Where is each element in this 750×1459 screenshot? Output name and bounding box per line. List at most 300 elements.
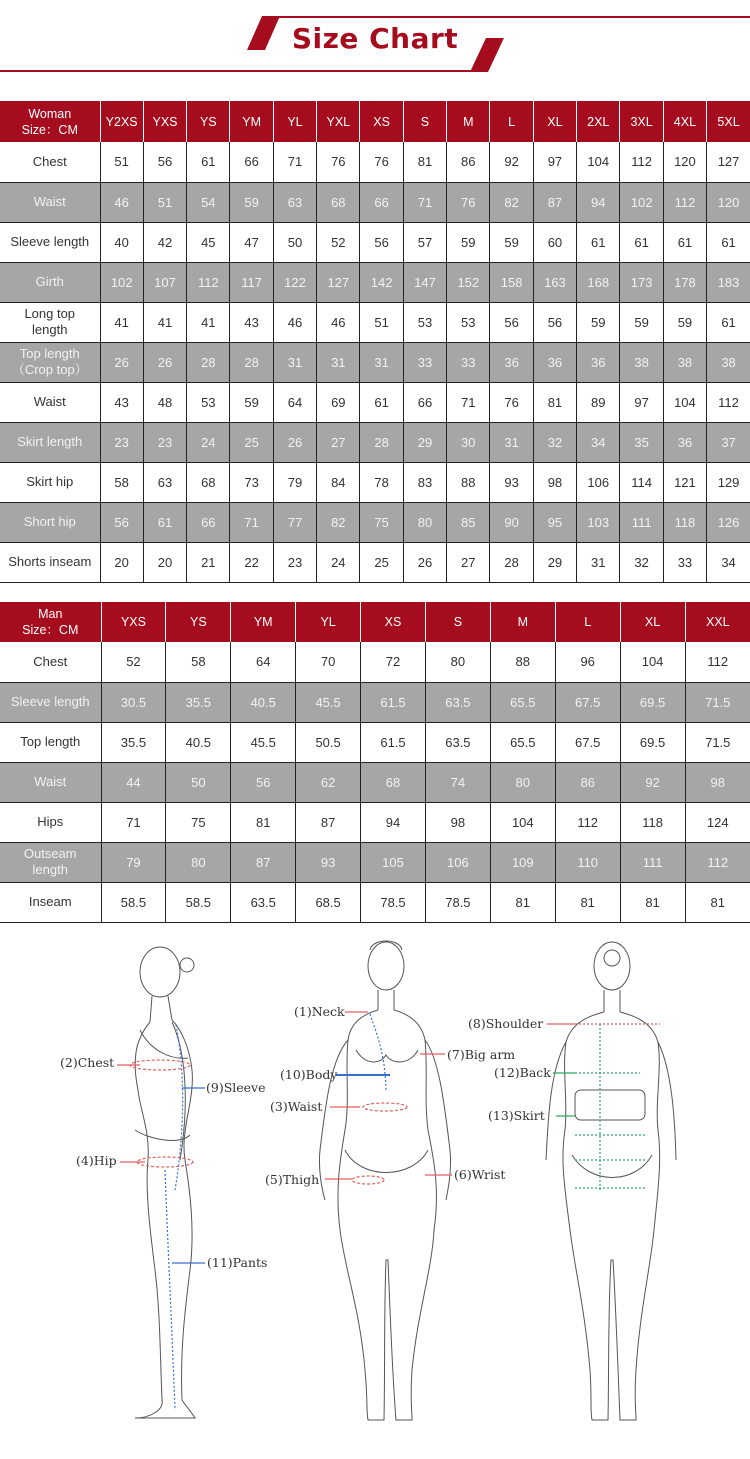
woman-table-cell: 77 [273,502,316,542]
man-table-cell: 81 [490,882,555,922]
man-row-label [0,882,101,922]
woman-row-label [0,502,100,542]
man-table-cell: 69.5 [620,722,685,762]
woman-table-cell: 22 [230,542,273,582]
man-table-cell: 40.5 [231,682,296,722]
man-table-cell: 78.5 [425,882,490,922]
woman-table-cell: 33 [403,342,446,382]
man-row-label-line1: Inseam [28,894,72,909]
man-table-cell: 112 [685,642,750,682]
woman-table-cell: 71 [230,502,273,542]
woman-table-cell: 112 [620,142,663,182]
woman-table-cell: 71 [273,142,316,182]
woman-table-cell: 94 [577,182,620,222]
woman-table-cell: 64 [273,382,316,422]
woman-table-cell: 26 [273,422,316,462]
woman-row-label-line1: Waist [33,194,66,209]
man-table-row [0,682,750,722]
woman-table-cell: 102 [100,262,143,302]
woman-table-cell: 95 [533,502,576,542]
woman-table-cell: 20 [100,542,143,582]
man-table-cell: 61.5 [361,722,426,762]
woman-table-cell: 93 [490,462,533,502]
woman-table-cell: 71 [403,182,446,222]
man-table-cell: 79 [101,842,166,882]
man-table-cell: 80 [425,642,490,682]
woman-table-cell: 21 [187,542,230,582]
woman-table-cell: 183 [707,262,750,302]
man-table-cell: 124 [685,802,750,842]
woman-table-cell: 24 [317,542,360,582]
man-table-body [0,642,750,922]
man-table-cell: 75 [166,802,231,842]
man-row-label-line1: Sleeve length [10,694,90,709]
man-size-header: YM [231,602,296,642]
woman-table-cell: 97 [620,382,663,422]
woman-table-cell: 117 [230,262,273,302]
woman-table-cell: 104 [577,142,620,182]
man-header-row [0,602,750,642]
man-table-cell: 62 [296,762,361,802]
man-row-label-line2: length [32,862,68,877]
woman-table-cell: 97 [533,142,576,182]
woman-table-cell: 90 [490,502,533,542]
woman-row-label-line1: Chest [32,153,67,169]
woman-table-cell: 38 [707,342,750,382]
woman-table-cell: 31 [317,342,360,382]
woman-table-row [0,462,750,502]
woman-table-cell: 28 [187,342,230,382]
woman-table-row [0,302,750,342]
woman-table-cell: 61 [707,222,750,262]
man-table-row [0,722,750,762]
man-table-cell: 68.5 [296,882,361,922]
woman-table-cell: 89 [577,382,620,422]
woman-table-cell: 51 [360,302,403,342]
man-table-cell: 67.5 [555,722,620,762]
man-row-label-line1: Hips [37,814,64,829]
woman-table-cell: 61 [663,222,706,262]
man-table-cell: 61.5 [361,682,426,722]
man-row-label [0,682,101,722]
woman-table-cell: 61 [143,502,186,542]
label-thigh: (5)Thigh [265,1172,320,1187]
woman-table-cell: 46 [100,182,143,222]
woman-size-header: YXL [317,101,360,142]
woman-row-label [0,422,100,462]
woman-table-cell: 61 [187,142,230,182]
man-table-cell: 71 [101,802,166,842]
man-table-cell: 94 [361,802,426,842]
woman-table-cell: 32 [620,542,663,582]
size-chart-header [0,0,750,80]
man-table-cell: 40.5 [166,722,231,762]
woman-table-cell: 61 [577,222,620,262]
man-size-header: M [490,602,555,642]
woman-row-label-line1: Skirt hip [26,474,74,489]
woman-row-label [0,382,100,422]
woman-table-cell: 28 [360,422,403,462]
man-table-cell: 58 [166,642,231,682]
man-table-cell: 52 [101,642,166,682]
woman-table-cell: 86 [447,142,490,182]
woman-table-cell: 46 [317,302,360,342]
woman-table-cell: 61 [707,302,750,342]
woman-table-cell: 26 [403,542,446,582]
woman-table-cell: 23 [143,422,186,462]
label-body: (10)Body [280,1067,338,1082]
woman-table-cell: 61 [620,222,663,262]
woman-table-cell: 38 [663,342,706,382]
woman-table-cell: 79 [273,462,316,502]
woman-table-row [0,182,750,222]
man-size-header: L [555,602,620,642]
woman-table-cell: 41 [143,302,186,342]
woman-table-cell: 81 [533,382,576,422]
man-table-cell: 112 [555,802,620,842]
woman-table-cell: 41 [187,302,230,342]
woman-table-cell: 112 [663,182,706,222]
woman-table-cell: 31 [490,422,533,462]
man-size-header: XL [620,602,685,642]
man-table-cell: 30.5 [101,682,166,722]
man-table-cell: 92 [620,762,685,802]
man-table-cell: 70 [296,642,361,682]
man-table-cell: 81 [620,882,685,922]
woman-table-cell: 112 [707,382,750,422]
man-row-label-line1: Waist [34,774,67,789]
woman-row-label-line1: Sleeve length [10,234,90,249]
woman-row-label-line1: Waist [33,394,66,409]
man-table-cell: 87 [296,802,361,842]
woman-table-row [0,142,750,182]
woman-table-cell: 129 [707,462,750,502]
woman-size-header: YS [187,101,230,142]
woman-table-cell: 84 [317,462,360,502]
woman-table-cell: 78 [360,462,403,502]
woman-row-label-line1: Long top [24,306,76,321]
woman-table-cell: 31 [360,342,403,382]
woman-table-cell: 152 [447,262,490,302]
woman-table-cell: 82 [490,182,533,222]
woman-size-header: XL [533,101,576,142]
man-table-cell: 104 [620,642,685,682]
man-header-line2: Size：CM [22,623,79,637]
woman-table-cell: 32 [533,422,576,462]
woman-table-cell: 56 [490,302,533,342]
woman-row-label [0,182,100,222]
woman-table-cell: 75 [360,502,403,542]
woman-table-cell: 43 [100,382,143,422]
woman-table-cell: 87 [533,182,576,222]
woman-header-line1: Woman [28,106,72,121]
woman-table-cell: 120 [663,142,706,182]
woman-table-cell: 98 [533,462,576,502]
woman-table-cell: 56 [100,502,143,542]
woman-table-cell: 106 [577,462,620,502]
woman-table-cell: 102 [620,182,663,222]
woman-table-cell: 53 [403,302,446,342]
woman-table-cell: 112 [187,262,230,302]
man-table-cell: 80 [166,842,231,882]
man-table-cell: 67.5 [555,682,620,722]
woman-row-label [0,222,100,262]
woman-table-cell: 158 [490,262,533,302]
woman-table-cell: 59 [230,382,273,422]
woman-table-cell: 25 [360,542,403,582]
woman-table-cell: 59 [447,222,490,262]
woman-table-cell: 81 [403,142,446,182]
woman-table-cell: 59 [663,302,706,342]
man-table-row [0,882,750,922]
woman-header-corner [0,101,100,142]
woman-table-cell: 66 [230,142,273,182]
man-table-cell: 96 [555,642,620,682]
woman-row-label-line1: Short hip [23,514,76,529]
woman-table-cell: 111 [620,502,663,542]
woman-row-label-line2: （Crop top） [11,362,88,377]
woman-table-cell: 85 [447,502,490,542]
man-size-header: YL [296,602,361,642]
woman-table-cell: 88 [447,462,490,502]
man-table-cell: 72 [361,642,426,682]
man-table-cell: 105 [361,842,426,882]
woman-table-cell: 178 [663,262,706,302]
man-table-cell: 56 [231,762,296,802]
man-table-cell: 86 [555,762,620,802]
man-header-corner [0,602,101,642]
man-table-cell: 98 [685,762,750,802]
woman-row-label [0,142,100,182]
woman-table-cell: 34 [707,542,750,582]
woman-table-cell: 36 [533,342,576,382]
man-row-label [0,722,101,762]
woman-table-cell: 104 [663,382,706,422]
man-table-cell: 69.5 [620,682,685,722]
man-table-cell: 58.5 [166,882,231,922]
woman-table-cell: 23 [273,542,316,582]
man-table-cell: 45.5 [231,722,296,762]
woman-table-cell: 76 [447,182,490,222]
woman-table-row [0,222,750,262]
woman-row-label [0,462,100,502]
woman-table-cell: 163 [533,262,576,302]
woman-table-cell: 82 [317,502,360,542]
man-table-cell: 71.5 [685,682,750,722]
woman-table-cell: 59 [577,302,620,342]
man-row-label [0,762,101,802]
woman-table-cell: 66 [403,382,446,422]
man-table-cell: 81 [685,882,750,922]
man-table-cell: 50.5 [296,722,361,762]
woman-table-cell: 68 [187,462,230,502]
woman-table-cell: 28 [230,342,273,382]
woman-size-header: M [447,101,490,142]
man-table-cell: 87 [231,842,296,882]
woman-table-cell: 29 [533,542,576,582]
woman-table-cell: 41 [100,302,143,342]
woman-table-cell: 57 [403,222,446,262]
woman-table-row [0,422,750,462]
woman-table-cell: 61 [360,382,403,422]
man-table-cell: 65.5 [490,722,555,762]
woman-table-cell: 127 [317,262,360,302]
man-table-cell: 81 [555,882,620,922]
woman-table-cell: 76 [317,142,360,182]
man-table-cell: 104 [490,802,555,842]
man-table-cell: 68 [361,762,426,802]
man-table-cell: 63.5 [231,882,296,922]
man-table-cell: 71.5 [685,722,750,762]
man-row-label [0,842,101,882]
woman-table-cell: 36 [577,342,620,382]
woman-table-cell: 45 [187,222,230,262]
woman-table-cell: 26 [100,342,143,382]
man-table-cell: 106 [425,842,490,882]
woman-table-cell: 63 [143,462,186,502]
woman-table-cell: 25 [230,422,273,462]
man-size-header: S [425,602,490,642]
woman-table-cell: 66 [187,502,230,542]
woman-table-cell: 122 [273,262,316,302]
woman-table-cell: 48 [143,382,186,422]
man-row-label-line1: Outseam [23,846,77,861]
man-row-label-line1: Chest [33,653,68,669]
woman-table-cell: 56 [533,302,576,342]
man-table-cell: 78.5 [361,882,426,922]
woman-size-header: 4XL [663,101,706,142]
woman-table-cell: 36 [663,422,706,462]
woman-table-cell: 30 [447,422,490,462]
woman-table-cell: 50 [273,222,316,262]
woman-size-header: 3XL [620,101,663,142]
woman-size-header: S [403,101,446,142]
woman-table-cell: 63 [273,182,316,222]
back-figure [546,942,676,1420]
woman-table-cell: 118 [663,502,706,542]
woman-table-cell: 168 [577,262,620,302]
man-table-cell: 98 [425,802,490,842]
woman-table-row [0,342,750,382]
woman-row-label-line2: length [32,322,68,337]
woman-size-header: 5XL [707,101,750,142]
woman-table-cell: 59 [490,222,533,262]
woman-row-label [0,262,100,302]
man-table-cell: 81 [231,802,296,842]
man-size-header: YS [166,602,231,642]
woman-table-cell: 33 [447,342,490,382]
woman-table-cell: 73 [230,462,273,502]
man-table-cell: 45.5 [296,682,361,722]
man-table-cell: 110 [555,842,620,882]
label-waist: (3)Waist [270,1099,323,1114]
page-title: Size Chart [291,22,459,55]
woman-table-cell: 46 [273,302,316,342]
man-table-cell: 74 [425,762,490,802]
man-table-cell: 118 [620,802,685,842]
man-table-row [0,642,750,682]
woman-row-label-line1: Top length [19,346,80,361]
woman-row-label-line1: Shorts inseam [8,554,92,569]
label-wrist: (6)Wrist [454,1167,506,1182]
man-table-cell: 63.5 [425,682,490,722]
man-size-header: XS [361,602,426,642]
man-table-cell: 80 [490,762,555,802]
man-table-cell: 44 [101,762,166,802]
label-shoulder: (8)Shoulder [468,1016,544,1031]
man-table-cell: 64 [231,642,296,682]
woman-size-header: Y2XS [100,101,143,142]
man-table-cell: 65.5 [490,682,555,722]
woman-table-cell: 27 [317,422,360,462]
man-size-header: YXS [101,602,166,642]
woman-table-cell: 38 [620,342,663,382]
woman-table-cell: 37 [707,422,750,462]
woman-table-cell: 69 [317,382,360,422]
woman-row-label-line1: Skirt length [17,434,83,449]
woman-table-cell: 121 [663,462,706,502]
woman-table-cell: 47 [230,222,273,262]
woman-row-label-line1: Girth [35,274,64,289]
woman-table-body [0,142,750,582]
man-table-row [0,802,750,842]
woman-table-cell: 173 [620,262,663,302]
label-big-arm: (7)Big arm [447,1047,516,1062]
man-table-cell: 50 [166,762,231,802]
woman-size-header: L [490,101,533,142]
woman-size-table [0,101,750,583]
woman-table-cell: 51 [100,142,143,182]
woman-table-cell: 35 [620,422,663,462]
man-table-cell: 109 [490,842,555,882]
woman-header-line2: Size：CM [21,122,78,137]
woman-table-cell: 147 [403,262,446,302]
woman-table-cell: 71 [447,382,490,422]
woman-table-cell: 28 [490,542,533,582]
woman-table-cell: 107 [143,262,186,302]
woman-table-cell: 20 [143,542,186,582]
man-table-cell: 93 [296,842,361,882]
woman-table-cell: 66 [360,182,403,222]
man-table-cell: 35.5 [101,722,166,762]
woman-table-cell: 56 [360,222,403,262]
woman-table-cell: 24 [187,422,230,462]
woman-table-cell: 59 [620,302,663,342]
woman-table-cell: 36 [490,342,533,382]
woman-header-row [0,101,750,142]
label-hip: (4)Hip [76,1153,117,1168]
woman-table-cell: 31 [273,342,316,382]
man-table-cell: 88 [490,642,555,682]
woman-table-cell: 126 [707,502,750,542]
man-table-cell: 63.5 [425,722,490,762]
woman-size-header: YL [273,101,316,142]
woman-table-cell: 127 [707,142,750,182]
woman-table-cell: 52 [317,222,360,262]
woman-table-cell: 59 [230,182,273,222]
woman-table-cell: 26 [143,342,186,382]
man-size-header: XXL [685,602,750,642]
woman-row-label [0,542,100,582]
man-row-label [0,642,101,682]
woman-size-header: 2XL [577,101,620,142]
measurement-figures [0,930,750,1459]
woman-table-cell: 51 [143,182,186,222]
woman-table-row [0,502,750,542]
woman-table-cell: 83 [403,462,446,502]
label-neck: (1)Neck [294,1004,345,1019]
woman-table-cell: 92 [490,142,533,182]
